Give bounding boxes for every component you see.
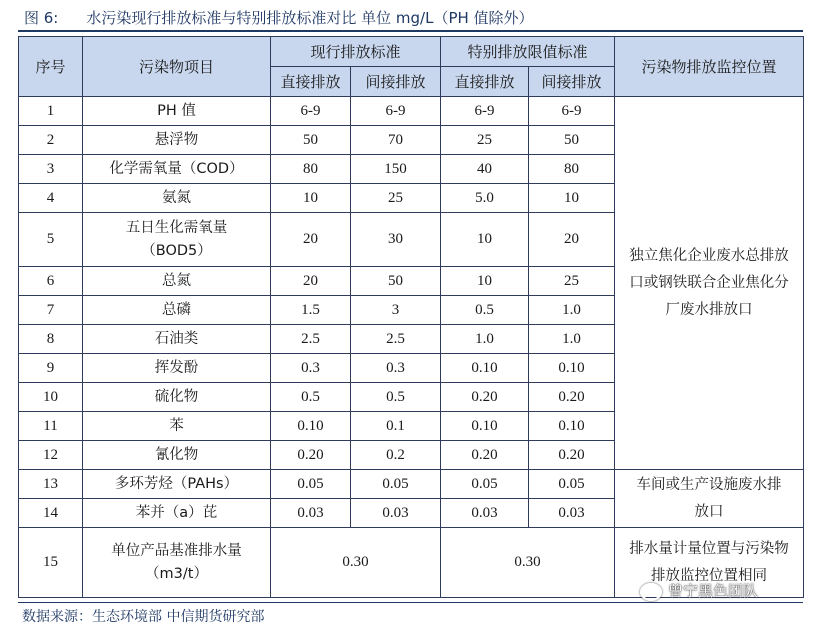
row-special-indirect: 6-9 bbox=[529, 97, 615, 126]
header-special-standard: 特别排放限值标准 bbox=[441, 37, 615, 67]
row-seq: 8 bbox=[19, 325, 83, 354]
row-special-direct: 0.20 bbox=[441, 383, 529, 412]
row-current-indirect: 0.5 bbox=[351, 383, 441, 412]
location-group-1: 独立焦化企业废水总排放口或钢铁联合企业焦化分厂废水排放口 bbox=[615, 97, 804, 470]
header-special-indirect: 间接排放 bbox=[529, 67, 615, 97]
row-current-direct: 0.10 bbox=[271, 412, 351, 441]
row-seq: 4 bbox=[19, 184, 83, 213]
row-current-indirect: 70 bbox=[351, 126, 441, 155]
row-special-indirect: 0.20 bbox=[529, 383, 615, 412]
figure-title: 水污染现行排放标准与特别排放标准对比 单位 mg/L（PH 值除外） bbox=[86, 9, 534, 27]
watermark bbox=[640, 580, 758, 601]
row-item: 氨氮 bbox=[83, 184, 271, 213]
row-current-direct: 0.5 bbox=[271, 383, 351, 412]
row-special-indirect: 0.20 bbox=[529, 441, 615, 470]
row-current-indirect: 150 bbox=[351, 155, 441, 184]
footer-rule bbox=[18, 602, 803, 603]
row-special-indirect: 1.0 bbox=[529, 296, 615, 325]
row-current-indirect: 30 bbox=[351, 213, 441, 267]
table-row bbox=[19, 470, 804, 499]
row-item: 总氮 bbox=[83, 267, 271, 296]
location-group-3: 排水量计量位置与污染物排放监控位置相同 bbox=[615, 528, 804, 598]
row-current-indirect: 0.3 bbox=[351, 354, 441, 383]
emission-standards-table bbox=[18, 36, 804, 598]
row-current-direct: 0.20 bbox=[271, 441, 351, 470]
row-item: 悬浮物 bbox=[83, 126, 271, 155]
row-special-indirect: 50 bbox=[529, 126, 615, 155]
data-source: 数据来源：生态环境部 中信期货研究部 bbox=[22, 609, 265, 625]
row-special-direct: 0.20 bbox=[441, 441, 529, 470]
row-current-indirect: 0.05 bbox=[351, 470, 441, 499]
row-seq: 7 bbox=[19, 296, 83, 325]
header-seq: 序号 bbox=[19, 37, 83, 97]
row-seq: 12 bbox=[19, 441, 83, 470]
row-current-direct: 2.5 bbox=[271, 325, 351, 354]
row-seq: 3 bbox=[19, 155, 83, 184]
figure-label: 图 6: bbox=[24, 9, 59, 27]
row-special-direct: 0.5 bbox=[441, 296, 529, 325]
row-seq: 13 bbox=[19, 470, 83, 499]
row-item: 总磷 bbox=[83, 296, 271, 325]
row-current-direct: 0.05 bbox=[271, 470, 351, 499]
row-current-indirect: 3 bbox=[351, 296, 441, 325]
row-current-direct: 1.5 bbox=[271, 296, 351, 325]
wechat-icon bbox=[640, 583, 662, 601]
row-seq: 14 bbox=[19, 499, 83, 528]
header-current-indirect: 间接排放 bbox=[351, 67, 441, 97]
row-current-direct: 0.03 bbox=[271, 499, 351, 528]
row-current-indirect: 2.5 bbox=[351, 325, 441, 354]
row-special-direct: 10 bbox=[441, 213, 529, 267]
row-seq: 9 bbox=[19, 354, 83, 383]
header-special-direct: 直接排放 bbox=[441, 67, 529, 97]
row-item: 硫化物 bbox=[83, 383, 271, 412]
row-current-indirect: 50 bbox=[351, 267, 441, 296]
figure-caption bbox=[24, 6, 804, 30]
header-current-standard: 现行排放标准 bbox=[271, 37, 441, 67]
row-item: 化学需氧量（COD） bbox=[83, 155, 271, 184]
location-group-2: 车间或生产设施废水排放口 bbox=[615, 470, 804, 528]
row-special-direct: 40 bbox=[441, 155, 529, 184]
header-current-direct: 直接排放 bbox=[271, 67, 351, 97]
row-item: PH 值 bbox=[83, 97, 271, 126]
row-special-indirect: 25 bbox=[529, 267, 615, 296]
row-seq: 10 bbox=[19, 383, 83, 412]
watermark-text: 曾宁黑色团队 bbox=[668, 582, 759, 600]
row-current-direct: 20 bbox=[271, 267, 351, 296]
header-row-1 bbox=[19, 37, 804, 67]
row-current-merged: 0.30 bbox=[271, 528, 441, 598]
row-current-direct: 20 bbox=[271, 213, 351, 267]
row-current-indirect: 0.03 bbox=[351, 499, 441, 528]
header-item: 污染物项目 bbox=[83, 37, 271, 97]
row-current-direct: 50 bbox=[271, 126, 351, 155]
row-special-indirect: 0.03 bbox=[529, 499, 615, 528]
row-special-merged: 0.30 bbox=[441, 528, 615, 598]
row-special-direct: 1.0 bbox=[441, 325, 529, 354]
row-special-indirect: 0.05 bbox=[529, 470, 615, 499]
row-special-indirect: 1.0 bbox=[529, 325, 615, 354]
row-seq: 11 bbox=[19, 412, 83, 441]
row-current-direct: 6-9 bbox=[271, 97, 351, 126]
row-seq: 6 bbox=[19, 267, 83, 296]
row-item: 多环芳烃（PAHs） bbox=[83, 470, 271, 499]
row-current-indirect: 25 bbox=[351, 184, 441, 213]
row-current-direct: 10 bbox=[271, 184, 351, 213]
row-item: 氰化物 bbox=[83, 441, 271, 470]
header-location: 污染物排放监控位置 bbox=[615, 37, 804, 97]
row-special-direct: 0.03 bbox=[441, 499, 529, 528]
row-special-indirect: 80 bbox=[529, 155, 615, 184]
row-special-indirect: 10 bbox=[529, 184, 615, 213]
row-special-direct: 6-9 bbox=[441, 97, 529, 126]
row-current-indirect: 6-9 bbox=[351, 97, 441, 126]
row-seq: 15 bbox=[19, 528, 83, 598]
row-seq: 5 bbox=[19, 213, 83, 267]
row-item: 挥发酚 bbox=[83, 354, 271, 383]
row-seq: 2 bbox=[19, 126, 83, 155]
row-special-direct: 0.10 bbox=[441, 354, 529, 383]
row-item: 石油类 bbox=[83, 325, 271, 354]
row-special-direct: 0.10 bbox=[441, 412, 529, 441]
table-row bbox=[19, 97, 804, 126]
row-special-direct: 5.0 bbox=[441, 184, 529, 213]
row-special-direct: 25 bbox=[441, 126, 529, 155]
row-item: 苯 bbox=[83, 412, 271, 441]
row-special-direct: 0.05 bbox=[441, 470, 529, 499]
row-item: 苯并（a）芘 bbox=[83, 499, 271, 528]
row-special-indirect: 20 bbox=[529, 213, 615, 267]
row-special-direct: 10 bbox=[441, 267, 529, 296]
row-current-indirect: 0.1 bbox=[351, 412, 441, 441]
row-current-indirect: 0.2 bbox=[351, 441, 441, 470]
row-special-indirect: 0.10 bbox=[529, 412, 615, 441]
row-current-direct: 0.3 bbox=[271, 354, 351, 383]
row-special-indirect: 0.10 bbox=[529, 354, 615, 383]
row-seq: 1 bbox=[19, 97, 83, 126]
row-item: 单位产品基准排水量（m3/t） bbox=[83, 528, 271, 598]
row-current-direct: 80 bbox=[271, 155, 351, 184]
row-item: 五日生化需氧量（BOD5） bbox=[83, 213, 271, 267]
caption-rule bbox=[18, 30, 803, 32]
